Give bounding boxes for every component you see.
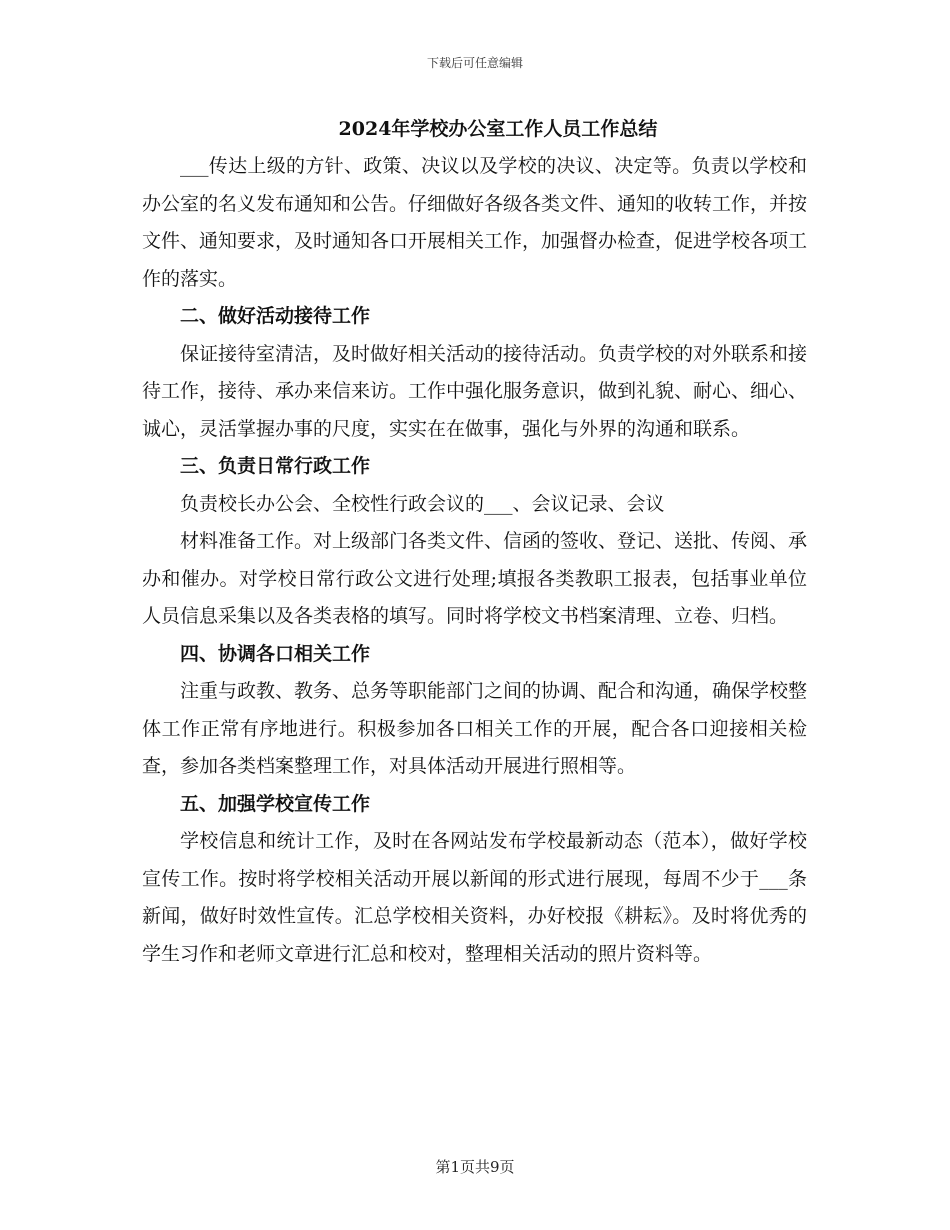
section-body-3-rest: 材料准备工作。对上级部门各类文件、信函的签收、登记、送批、传阅、承办和催办。对学校日常行政公文进行处理;填报各类教职工报表，包括事业单位人员信息采集以及各类表格的填写。同时将学校文书档案清理、立卷、归档。: [142, 530, 808, 627]
document-title: 2024年学校办公室工作人员工作总结: [338, 118, 658, 140]
section-heading-2: 二、做好活动接待工作: [180, 305, 371, 327]
header-note: 下载后可任意编辑: [426, 56, 523, 70]
section-body-3-line-1: 负责校长办公会、全校性行政会议的___、会议记录、会议: [180, 492, 665, 515]
document-body: [142, 148, 807, 973]
page-footer: 第1页共9页: [435, 1158, 515, 1176]
section-body-4: 注重与政教、教务、总务等职能部门之间的协调、配合和沟通，确保学校整体工作正常有序地进行。积极参加各口相关工作的开展，配合各口迎接相关检查，参加各类档案整理工作，对具体活动开展进行照相等。: [142, 680, 808, 777]
section-body-5: 学校信息和统计工作，及时在各网站发布学校最新动态（范本），做好学校宣传工作。按时将学校相关活动开展以新闻的形式进行展现，每周不少于___条新闻，做好时效性宣传。汇总学校相关资料，办好校报《耕耘》。及时将优秀的学生习作和老师文章进行汇总和校对，整理相关活动的照片资料等。: [142, 830, 807, 965]
paragraph-intro: ___传达上级的方针、政策、决议以及学校的决议、决定等。负责以学校和办公室的名义发布通知和公告。仔细做好各级各类文件、通知的收转工作，并按文件、通知要求，及时通知各口开展相关工作，加强督办检查，促进学校各项工作的落实。: [142, 155, 808, 290]
section-heading-4: 四、协调各口相关工作: [180, 642, 371, 665]
section-heading-3: 三、负责日常行政工作: [180, 455, 371, 477]
section-body-2: 保证接待室清洁，及时做好相关活动的接待活动。负责学校的对外联系和接待工作，接待、承办来信来访。工作中强化服务意识，做到礼貌、耐心、细心、诚心，灵活掌握办事的尺度，实实在在做事，强化与外界的沟通和联系。: [142, 342, 808, 440]
section-heading-5: 五、加强学校宣传工作: [180, 792, 371, 815]
